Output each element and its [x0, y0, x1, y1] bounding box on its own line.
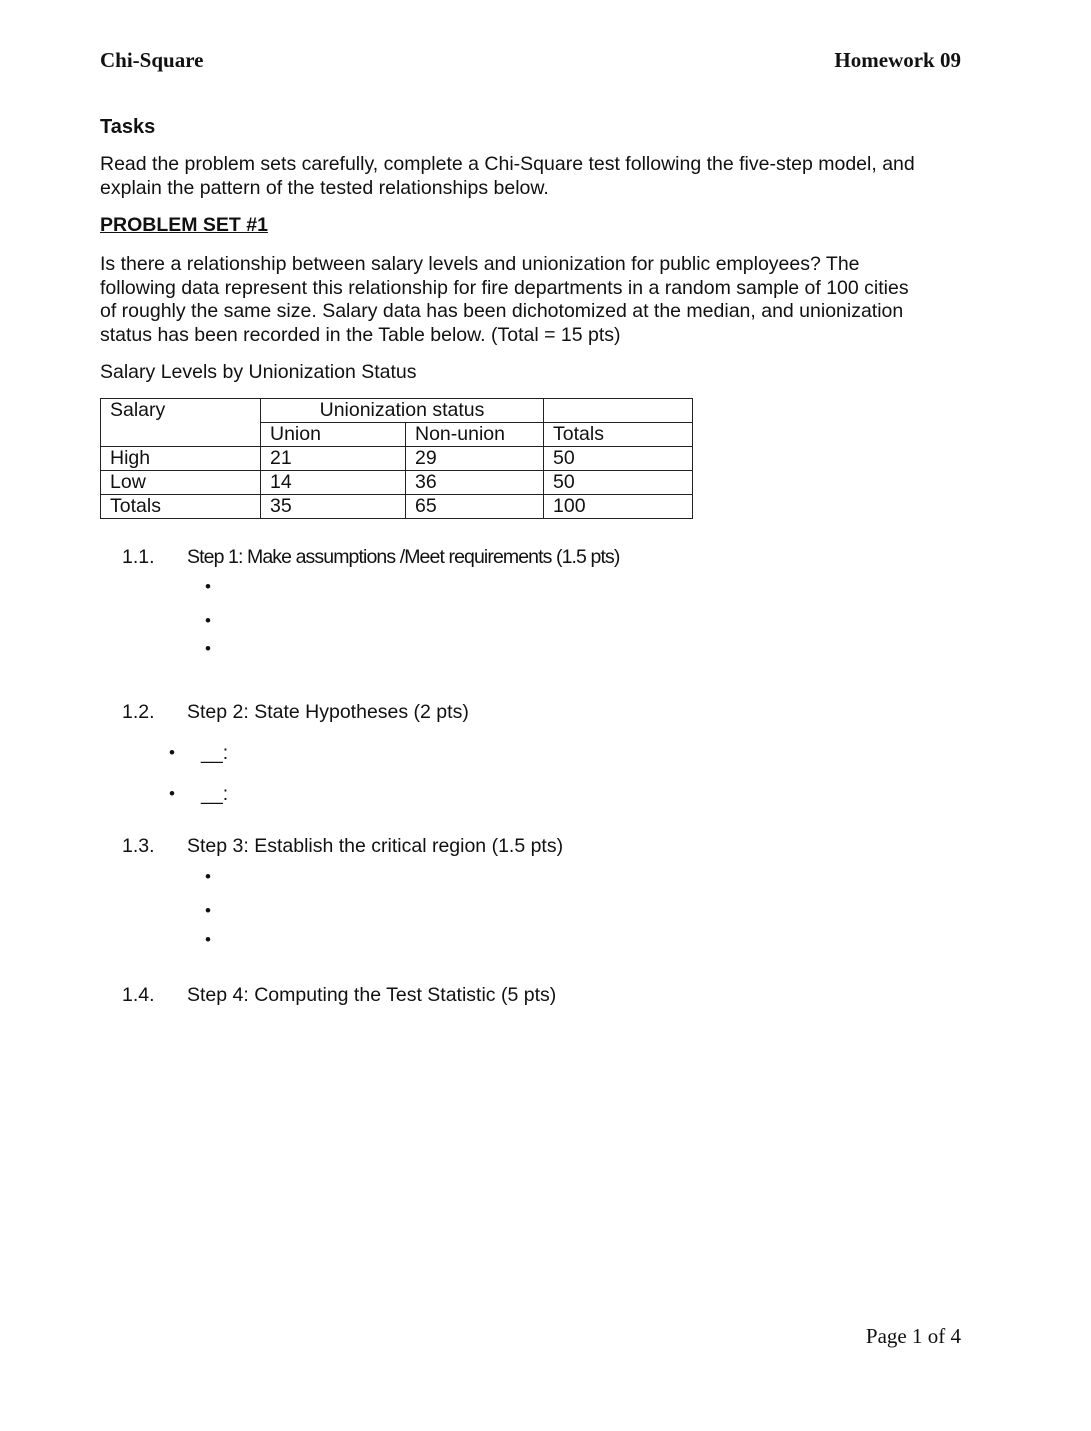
hypothesis-blank: __:	[201, 783, 229, 805]
bullet-point: •	[205, 577, 211, 596]
step-number: 1.3.	[122, 835, 155, 857]
bullet-point: •	[205, 639, 211, 658]
problem-set-heading: PROBLEM SET #1	[100, 214, 268, 236]
step-title: Step 3: Establish the critical region (1.5 pts)	[187, 835, 564, 857]
bullet-point: •	[205, 611, 211, 630]
table-header-row	[101, 399, 693, 423]
bullet-point: •	[205, 930, 211, 949]
header-homework-label: Homework 09	[834, 48, 961, 72]
bullet-point: •	[205, 901, 211, 920]
step-number: 1.1.	[122, 546, 155, 568]
tasks-instructions	[100, 153, 980, 200]
table-subheader-row	[101, 423, 693, 447]
table-cell: 36	[406, 471, 544, 495]
problem-line: following data represent this relationship for fire departments in a random sample of 100 cities	[100, 276, 909, 299]
bullet-point: •	[169, 784, 175, 803]
table-empty-cell	[101, 423, 261, 447]
table-empty-cell	[544, 399, 693, 423]
table-caption: Salary Levels by Unionization Status	[100, 361, 417, 383]
step-title: Step 4: Computing the Test Statistic (5 pts)	[187, 984, 557, 1006]
problem-line: Is there a relationship between salary levels and unionization for public employees? The	[100, 253, 860, 275]
table-cell: 100	[544, 495, 693, 519]
step-number: 1.2.	[122, 701, 155, 723]
table-row	[101, 447, 693, 471]
hypothesis-blank: __:	[201, 742, 229, 764]
bullet-point: •	[205, 867, 211, 886]
table-row-label: Totals	[101, 495, 261, 519]
table-cell: 50	[544, 447, 693, 471]
tasks-heading: Tasks	[100, 116, 156, 138]
table-col-header: Totals	[544, 423, 693, 447]
table-row-label: High	[101, 447, 261, 471]
table-group-header: Unionization status	[261, 399, 544, 423]
tasks-line-2: explain the pattern of the tested relationships below.	[100, 176, 549, 199]
table-cell: 29	[406, 447, 544, 471]
problem-line: status has been recorded in the Table below. (Total = 15 pts)	[100, 323, 621, 346]
table-cell: 50	[544, 471, 693, 495]
problem-set-description	[100, 253, 980, 347]
bullet-point: •	[169, 743, 175, 762]
table-cell: 21	[261, 447, 406, 471]
table-row-label: Low	[101, 471, 261, 495]
step-title: Step 1: Make assumptions /Meet requirements (1.5 pts)	[187, 546, 620, 568]
table-col-header: Non-union	[406, 423, 544, 447]
page-number: Page 1 of 4	[865, 1324, 961, 1348]
salary-union-table	[100, 398, 693, 519]
tasks-line-1: Read the problem sets carefully, complete a Chi-Square test following the five-step model, and	[100, 153, 915, 175]
table-cell: 65	[406, 495, 544, 519]
step-number: 1.4.	[122, 984, 155, 1006]
problem-line: of roughly the same size. Salary data has been dichotomized at the median, and unionization	[100, 300, 904, 322]
header-title: Chi-Square	[100, 48, 204, 72]
table-cell: 35	[261, 495, 406, 519]
table-row	[101, 471, 693, 495]
table-row	[101, 495, 693, 519]
step-title: Step 2: State Hypotheses (2 pts)	[187, 701, 469, 723]
table-cell: 14	[261, 471, 406, 495]
table-col-header: Union	[261, 423, 406, 447]
table-corner-cell: Salary	[101, 399, 261, 423]
